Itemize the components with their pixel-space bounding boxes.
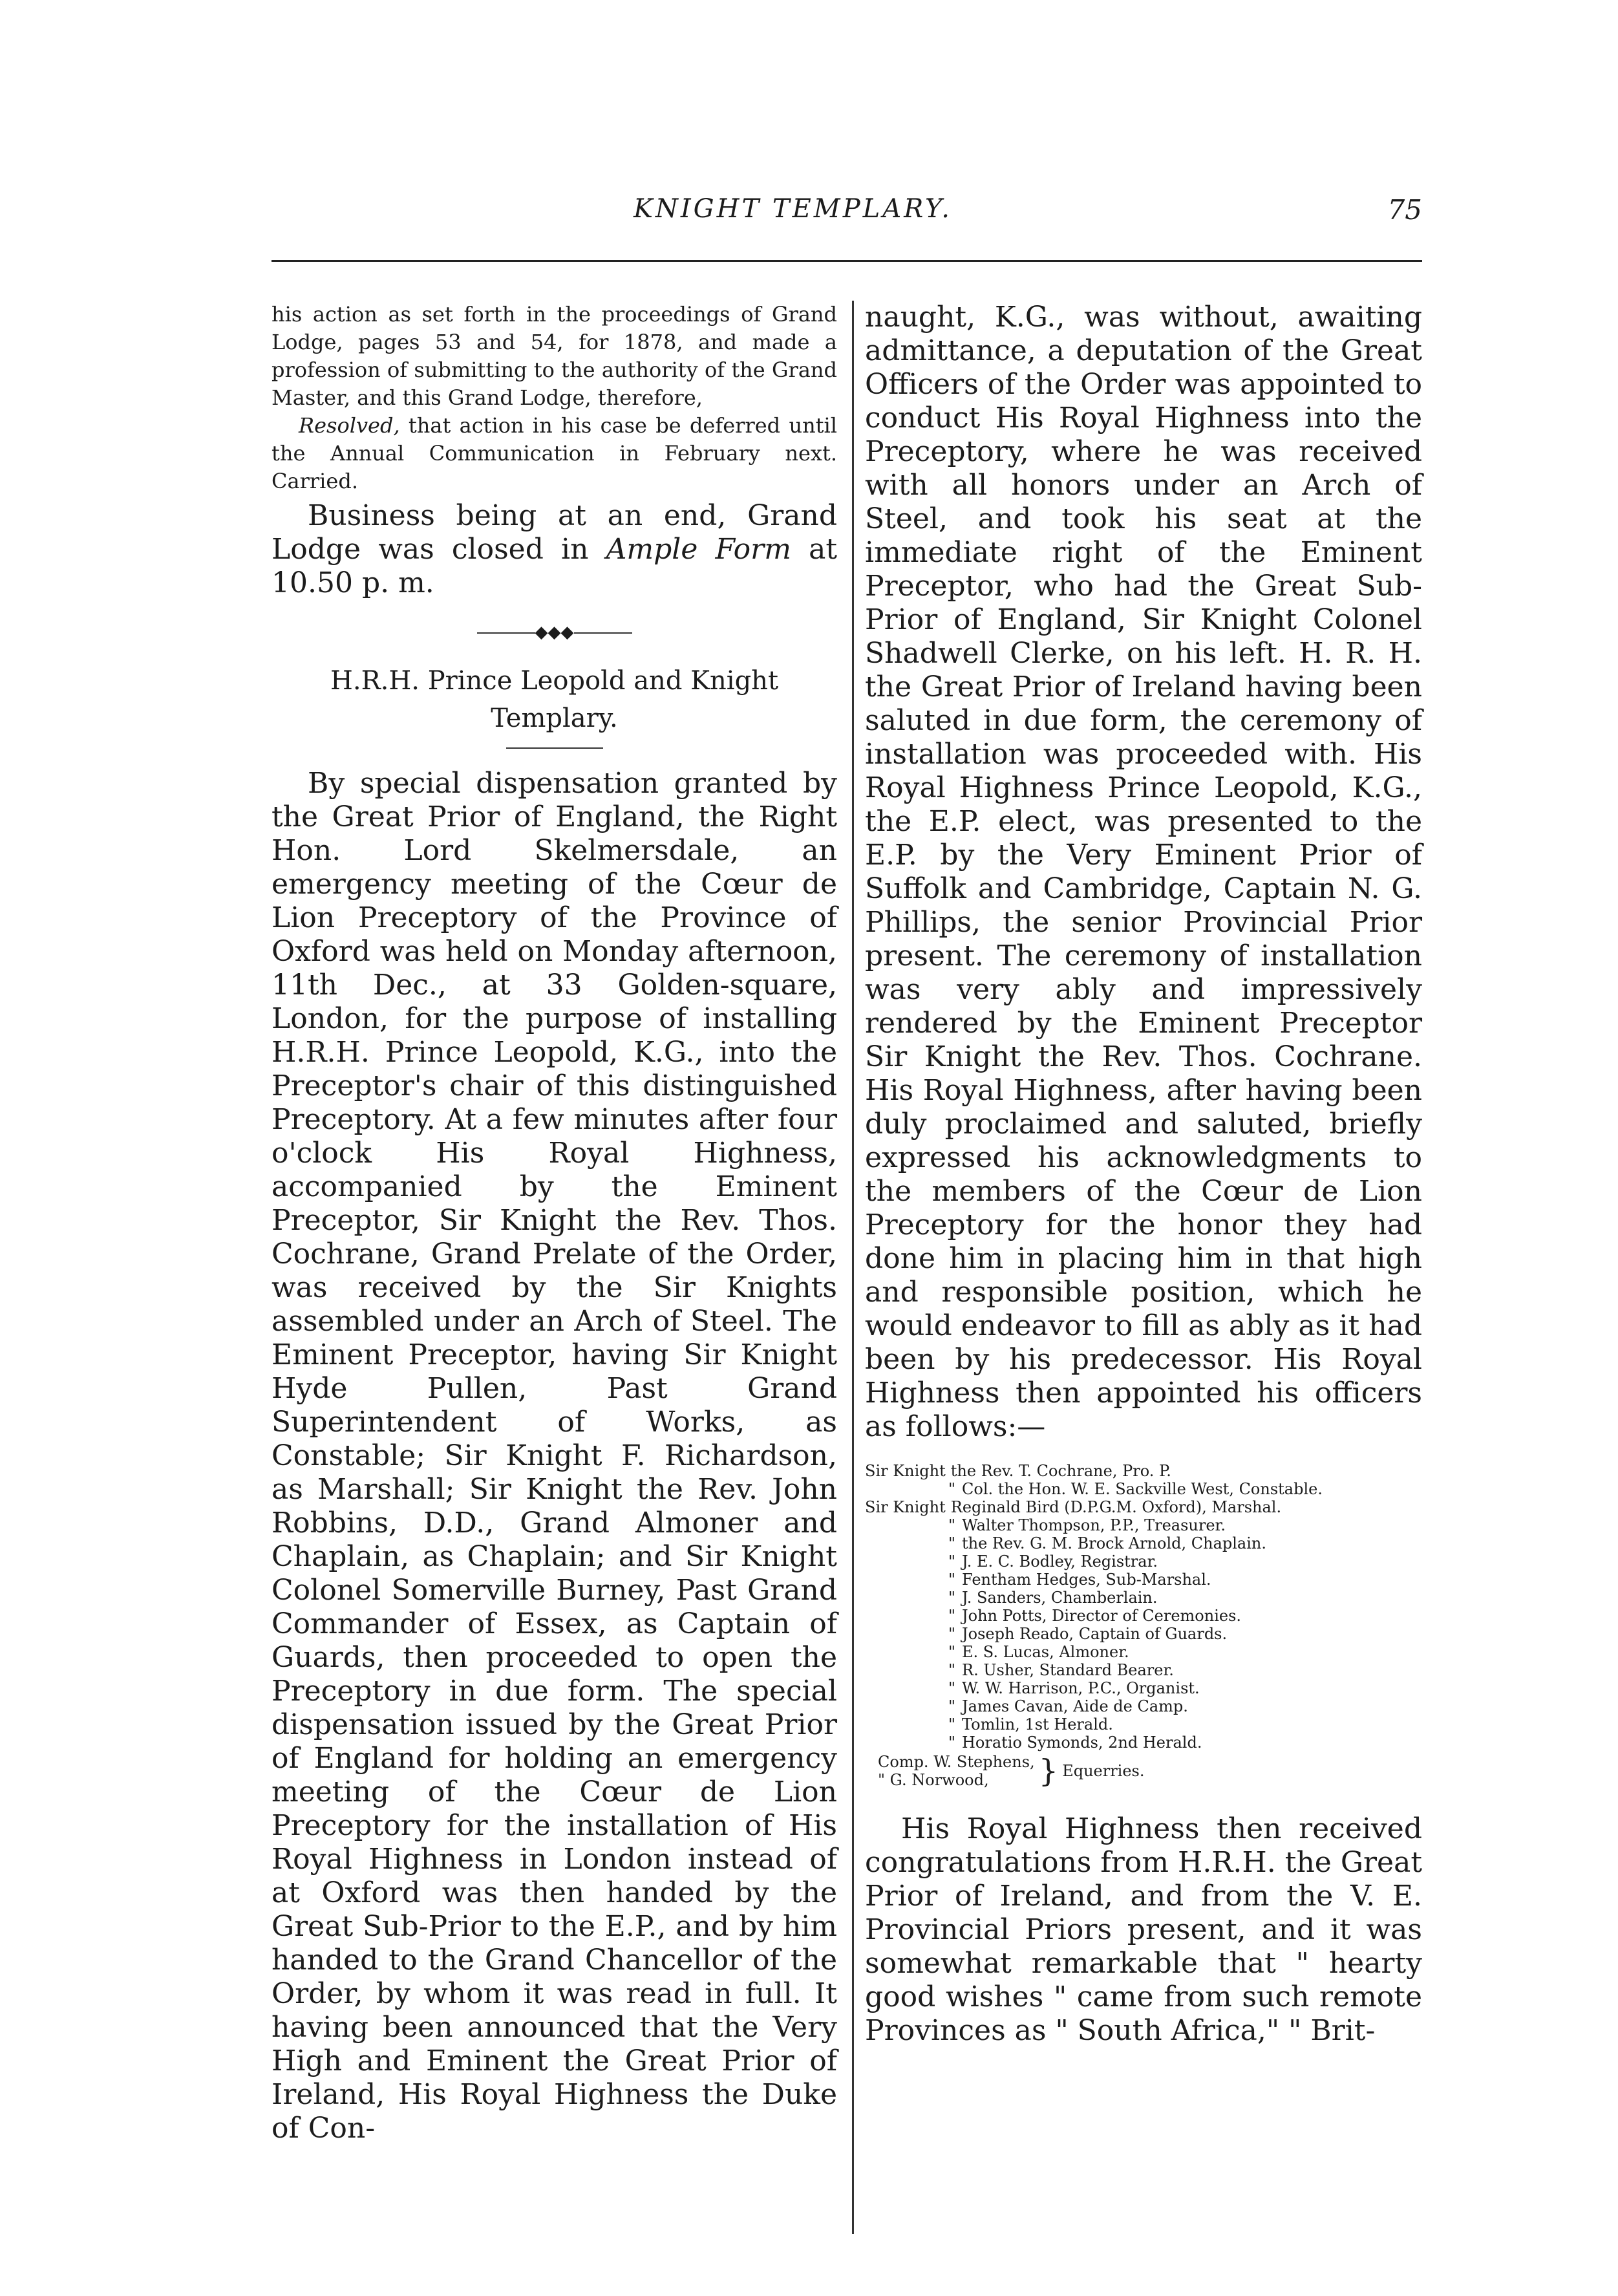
officer-line: " Fentham Hedges, Sub-Marshal. (948, 1571, 1211, 1589)
officer-line: " John Potts, Director of Ceremonies. (948, 1607, 1242, 1625)
officer-line: " Tomlin, 1st Herald. (948, 1715, 1113, 1733)
header-rule (271, 260, 1422, 262)
resolution-text: that action in his case be deferred until the Annual Communication in February next. Carried. (271, 413, 837, 493)
equerry-1: Comp. W. Stephens, (878, 1753, 1035, 1771)
closing-text-b: at 10.50 p. m. (271, 533, 837, 599)
equerries-entry (865, 1753, 1422, 1789)
officer-line: " J. Sanders, Chamberlain. (948, 1589, 1158, 1607)
brace: } (1038, 1753, 1059, 1789)
section-heading: H.R.H. Prince Leopold and Knight Templary. (330, 666, 779, 733)
officer-line: " J. E. C. Bodley, Registrar. (948, 1552, 1158, 1571)
officer-line: " Joseph Reado, Captain of Guards. (948, 1625, 1228, 1643)
officer-line: " Horatio Symonds, 2nd Herald. (948, 1733, 1202, 1752)
running-head (271, 194, 1422, 239)
running-title: KNIGHT TEMPLARY. (633, 194, 952, 224)
officer-line: " R. Usher, Standard Bearer. (948, 1661, 1174, 1679)
resolved-word: Resolved, (299, 413, 400, 438)
officer-line: Sir Knight Reginald Bird (D.P.G.M. Oxford), Marshal. (865, 1498, 1282, 1516)
equerries-names (878, 1753, 1035, 1789)
officer-line: " the Rev. G. M. Brock Arnold, Chaplain. (948, 1534, 1266, 1552)
column-divider (852, 301, 854, 2234)
closing-text-a: Business being at an end, Grand Lodge was closed in (271, 499, 837, 566)
right-column (865, 301, 1422, 2048)
installation-paragraph: By special dispensation granted by the Great Prior of England, the Right Hon. Lord Skelmersdale, an emergency meeting of the Cœur de Lion Preceptory of the Province of Oxford was held on Monday afternoon, 11th Dec., at 33 Golden-square, London, for the purpose of installing H.R.H. Prince Leopold, K.G., into the Preceptor's chair of this distinguished Preceptory. At a few minutes after four o'clock His Royal Highness, accompanied by the Eminent Preceptor, Sir Knight the Rev. Thos. Cochrane, Grand Prelate of the Order, was received by the Sir Knights assembled under an Arch of Steel. The Eminent Preceptor, having Sir Knight Hyde Pullen, Past Grand Superintendent of Works, as Constable; Sir Knight F. Richardson, as Marshall; Sir Knight the Rev. John Robbins, D.D., Grand Almoner and Chaplain, as Chaplain; and Sir Knight Colonel Somerville Burney, Past Grand Commander of Essex, as Captain of Guards, then proceeded to open the Preceptory in due form. The special dispensation issued by the Great Prior of England for holding an emergency meeting of the Cœur de Lion Preceptory for the installation of His Royal Highness in London instead of at Oxford was then handed by the Great Sub-Prior to the E.P., and by him handed to the Grand Chancellor of the Order, by whom it was read in full. It having been announced that the Very High and Eminent the Great Prior of Ireland, His Royal Highness the Duke of Con- (271, 767, 837, 2145)
officer-line: " Col. the Hon. W. E. Sackville West, Constable. (948, 1480, 1323, 1498)
officer-line: " Walter Thompson, P.P., Treasurer. (948, 1516, 1226, 1534)
heading-rule (506, 747, 603, 749)
ornament-glyphs: ◆◆◆ (535, 623, 574, 642)
officer-line: " E. S. Lucas, Almoner. (948, 1643, 1129, 1661)
closing-paragraph (271, 499, 837, 600)
paragraph-continued: his action as set forth in the proceedings of Grand Lodge, pages 53 and 54, for 1878, and made a profession of submitting to the authority of the Grand Master, and this Grand Lodge, therefore, (271, 302, 837, 410)
officer-line: " W. W. Harrison, P.C., Organist. (948, 1679, 1200, 1697)
congratulations-paragraph: His Royal Highness then received congratulations from H.R.H. the Great Prior of Ireland, and from the V. E. Provincial Priors present, and it was somewhat remarkable that " hearty good wishes " came from such remote Provinces as " South Africa," " Brit- (865, 1812, 1422, 2047)
resolution-paragraph (271, 412, 837, 495)
officers-list (865, 1462, 1422, 1789)
left-column (271, 301, 837, 2145)
page-number: 75 (1387, 194, 1422, 226)
equerry-2: " G. Norwood, (878, 1771, 989, 1789)
section-ornament (271, 619, 837, 645)
officer-line: Sir Knight the Rev. T. Cochrane, Pro. P. (865, 1462, 1171, 1480)
equerries-label: Equerries. (1062, 1762, 1145, 1780)
officer-line: " James Cavan, Aide de Camp. (948, 1697, 1188, 1715)
installation-continued: naught, K.G., was without, awaiting admittance, a deputation of the Great Officers of the Order was appointed to conduct His Royal Highness into the Preceptory, where he was received with all honors under an Arch of Steel, and took his seat at the immediate right of the Eminent Preceptor, who had the Great Sub-Prior of England, Sir Knight Colonel Shadwell Clerke, on his left. H. R. H. the Great Prior of Ireland having been saluted in due form, the ceremony of installation was proceeded with. His Royal Highness Prince Leopold, K.G., the E.P. elect, was presented to the E.P. by the Very Eminent Prior of Suffolk and Cambridge, Captain N. G. Phillips, the senior Provincial Prior present. The ceremony of installation was very ably and impressively rendered by the Eminent Preceptor Sir Knight the Rev. Thos. Cochrane. His Royal Highness, after having been duly proclaimed and saluted, briefly expressed his acknowledgments to the members of the Cœur de Lion Preceptory for the honor they had done him in placing him in that high and responsible position, which he would endeavor to fill as ably as it had been by his predecessor. His Royal Highness then appointed his officers as follows:— (865, 301, 1422, 1443)
ample-form: Ample Form (606, 533, 791, 566)
